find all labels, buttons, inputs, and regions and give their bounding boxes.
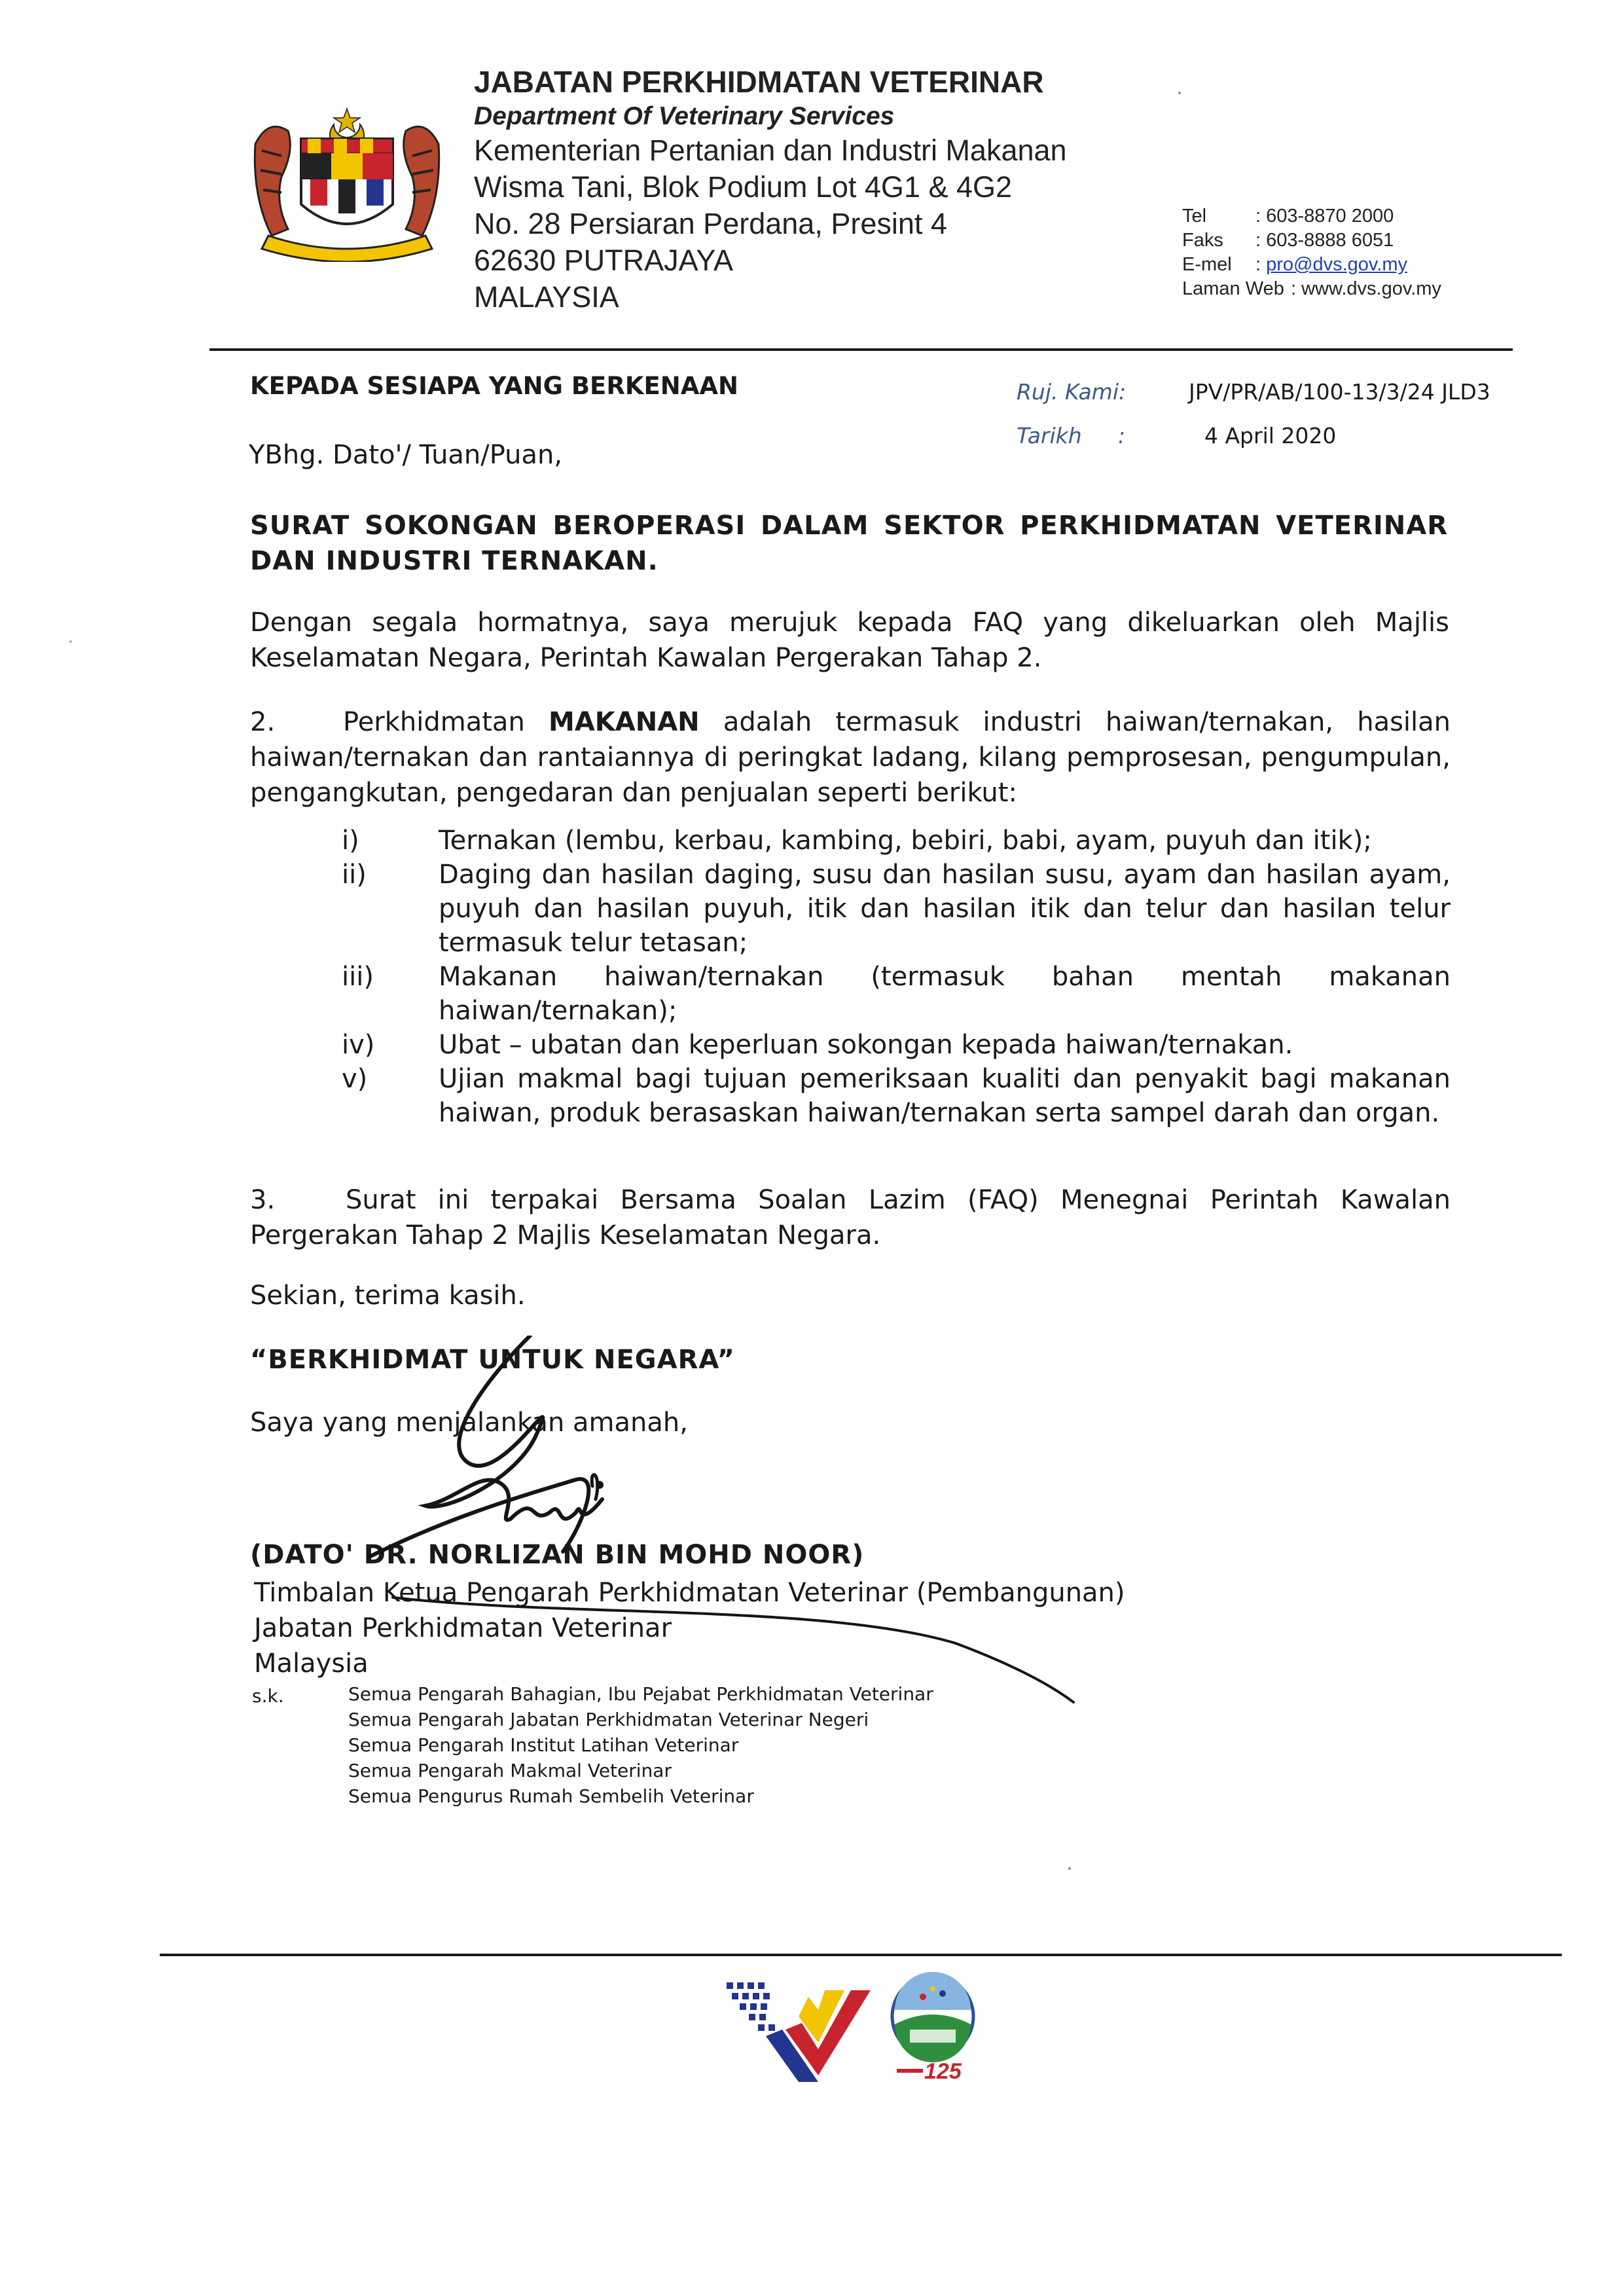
- org-name: JABATAN PERKHIDMATAN VETERINAR: [474, 65, 1044, 99]
- email-row: [1182, 253, 1441, 277]
- tel-label: Tel: [1182, 206, 1207, 227]
- date-label: Tarikh: [1017, 423, 1082, 448]
- emphasis-text: MAKANAN: [549, 707, 700, 737]
- cc-label: s.k.: [252, 1685, 284, 1707]
- tel-row: [1182, 204, 1441, 228]
- fax-value: : 603-8888 6051: [1255, 230, 1394, 251]
- list-item-text: Daging dan hasilan daging, susu dan hasilan susu, ayam dan hasilan ayam, puyuh dan hasilan puyuh, itik dan hasilan itik dan telur dan hasilan telur termasuk telur tetasan;: [439, 860, 1451, 958]
- list-item: [342, 1062, 1451, 1130]
- list-item-number: iii): [342, 962, 374, 992]
- list-item-text: Ubat – ubatan dan keperluan sokongan kepada haiwan/ternakan.: [439, 1030, 1293, 1060]
- fax-row: [1182, 228, 1441, 253]
- list-item-text: Ternakan (lembu, kerbau, kambing, bebiri, babi, ayam, puyuh dan itik);: [439, 826, 1372, 856]
- address-line: Wisma Tani, Blok Podium Lot 4G1 & 4G2: [474, 170, 1013, 204]
- list-item-number: ii): [342, 860, 367, 890]
- scan-speck: [69, 640, 72, 643]
- signer-name: (DATO' DR. NORLIZAN BIN MOHD NOOR): [250, 1540, 865, 1570]
- tel-value: : 603-8870 2000: [1255, 206, 1394, 227]
- web-label: Laman Web: [1182, 278, 1284, 299]
- org-name-english: Department Of Veterinary Services: [474, 102, 895, 130]
- paragraph-3: [250, 1182, 1451, 1253]
- motto: “BERKHIDMAT UNTUK NEGARA”: [250, 1345, 735, 1375]
- list-item: [342, 858, 1451, 960]
- cc-recipient: Semua Pengarah Institut Latihan Veterinar: [348, 1734, 739, 1756]
- address-line: Kementerian Pertanian dan Industri Makanan: [474, 134, 1067, 167]
- address-line: MALAYSIA: [474, 280, 619, 314]
- cc-recipient: Semua Pengarah Makmal Veterinar: [348, 1760, 672, 1781]
- email-separator: :: [1255, 254, 1261, 275]
- letter-date: 4 April 2020: [1204, 423, 1337, 448]
- reference-number: JPV/PR/AB/100-13/3/24 JLD3: [1189, 379, 1490, 405]
- contact-block: [1182, 204, 1441, 301]
- paragraph-number: 2.: [250, 707, 276, 737]
- paragraph-1: Dengan segala hormatnya, saya merujuk kepada FAQ yang dikeluarkan oleh Majlis Keselamatan Negara, Perintah Kawalan Pergerakan Tahap 2.: [250, 608, 1449, 673]
- list-item: [342, 824, 1451, 858]
- address-line: 62630 PUTRAJAYA: [474, 244, 734, 277]
- list-item-number: v): [342, 1064, 368, 1094]
- signer-department: Jabatan Perkhidmatan Veterinar: [254, 1613, 672, 1643]
- anniversary-number: 125: [924, 2059, 962, 2084]
- header-divider: [209, 348, 1513, 351]
- dvs-125-anniversary-logo-icon: [884, 1971, 982, 2095]
- signer-title: Timbalan Ketua Pengarah Perkhidmatan Veterinar (Pembangunan): [254, 1578, 1125, 1608]
- handwritten-signature-icon: [367, 1336, 1087, 1715]
- scan-speck: [1068, 1867, 1071, 1870]
- paragraph-text: Surat ini terpakai Bersama Soalan Lazim (FAQ) Menegnai Perintah Kawalan Pergerakan Tahap 2 Majlis Keselamatan Negara.: [250, 1185, 1451, 1250]
- web-row: [1182, 277, 1441, 301]
- date-colon: :: [1118, 423, 1126, 448]
- list-item-number: iv): [342, 1030, 375, 1060]
- org-address: [474, 132, 1067, 316]
- reference-label: Ruj. Kami:: [1017, 379, 1127, 405]
- cc-list: [348, 1681, 933, 1809]
- signer-country: Malaysia: [254, 1649, 369, 1679]
- email-label: E-mel: [1182, 254, 1232, 275]
- cc-recipient: Semua Pengurus Rumah Sembelih Veterinar: [348, 1785, 754, 1807]
- list-item: [342, 1028, 1451, 1062]
- address-line: No. 28 Persiaran Perdana, Presint 4: [474, 207, 947, 240]
- fax-label: Faks: [1182, 230, 1223, 251]
- list-item: [342, 960, 1451, 1028]
- paragraph-2: [250, 704, 1451, 811]
- cc-recipient: Semua Pengarah Jabatan Perkhidmatan Veterinar Negeri: [348, 1709, 869, 1730]
- coat-of-arms-icon: [242, 105, 452, 262]
- closing-line: Sekian, terima kasih.: [250, 1281, 526, 1311]
- paragraph-lead: Perkhidmatan: [343, 707, 525, 737]
- sign-off-line: Saya yang menjalankan amanah,: [250, 1408, 688, 1438]
- list-item-number: i): [342, 826, 359, 856]
- list-item-text: Makanan haiwan/ternakan (termasuk bahan mentah makanan haiwan/ternakan);: [439, 962, 1451, 1026]
- footer-divider: [160, 1954, 1562, 1956]
- scan-speck: [1178, 92, 1181, 94]
- service-list: [342, 824, 1451, 1130]
- letter-subject: SURAT SOKONGAN BEROPERASI DALAM SEKTOR PERKHIDMATAN VETERINAR DAN INDUSTRI TERNAKAN.: [250, 511, 1448, 576]
- addressee: KEPADA SESIAPA YANG BERKENAAN: [250, 372, 738, 400]
- salutation: YBhg. Dato'/ Tuan/Puan,: [249, 440, 563, 470]
- cc-recipient: Semua Pengarah Bahagian, Ibu Pejabat Perkhidmatan Veterinar: [348, 1683, 933, 1705]
- email-link[interactable]: pro@dvs.gov.my: [1266, 254, 1407, 275]
- malaysia-m-logo-icon: [720, 1977, 877, 2088]
- list-item-text: Ujian makmal bagi tujuan pemeriksaan kualiti dan penyakit bagi makanan haiwan, produk berasaskan haiwan/ternakan serta sampel darah dan organ.: [439, 1064, 1451, 1128]
- paragraph-text: adalah termasuk industri haiwan/ternakan, hasilan haiwan/ternakan dan rantaiannya di peringkat ladang, kilang pemprosesan, pengumpulan, pengangkutan, pengedaran dan penjualan seperti berikut:: [250, 707, 1451, 808]
- web-value: : www.dvs.gov.my: [1291, 278, 1441, 299]
- paragraph-number: 3.: [250, 1185, 276, 1215]
